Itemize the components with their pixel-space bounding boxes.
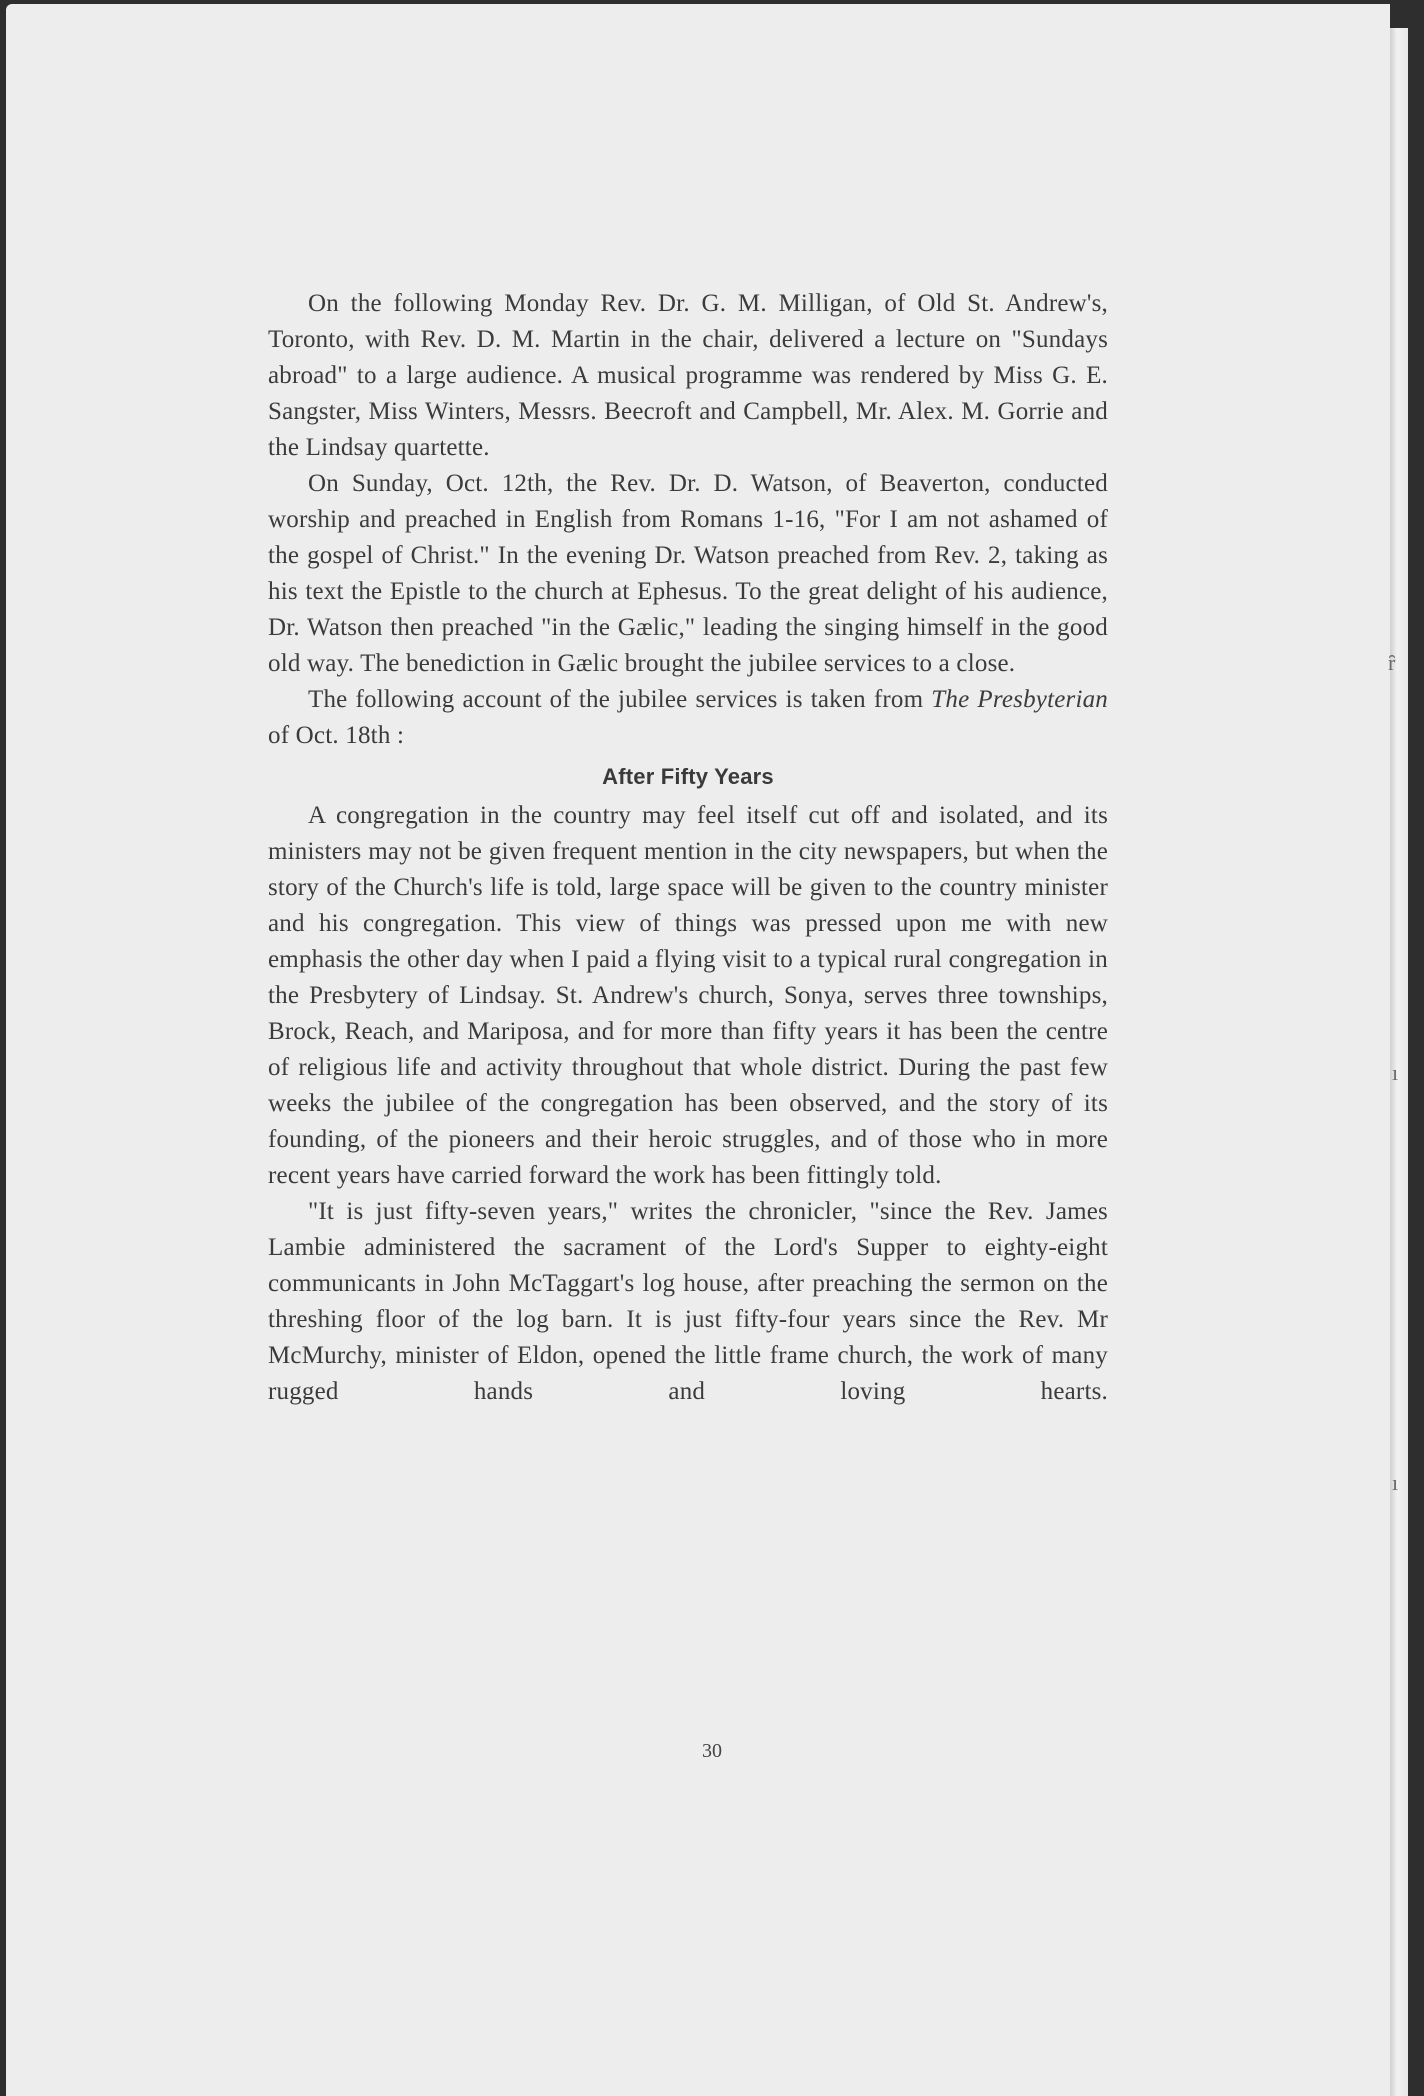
paragraph-account-source — [268, 682, 1108, 754]
body-text — [268, 286, 1108, 1410]
margin-mark: ı — [1392, 1060, 1399, 1085]
paragraph-monday-lecture: On the following Monday Rev. Dr. G. M. Milligan, of Old St. Andrew's, Toronto, with Rev. D. M. Martin in the chair, delivered a lecture on "Sundays abroad" to a large audience. A musical programme was rendered by Miss G. E. Sangster, Miss Winters, Messrs. Beecroft and Campbell, Mr. Alex. M. Gorrie and the Lindsay quartette. — [268, 290, 1108, 461]
account-source-text: The following account of the jubilee services is taken from — [308, 686, 924, 713]
paragraph-sunday-service: On Sunday, Oct. 12th, the Rev. Dr. D. Watson, of Beaverton, conducted worship and preached in English from Romans 1-16, "For I am not ashamed of the gospel of Christ." In the evening Dr. Watson preached from Rev. 2, taking as his text the Epistle to the church at Ephesus. To the great delight of his audience, Dr. Watson then preached "in the Gælic," leading the singing himself in the good old way. The benediction in Gælic brought the jubilee services to a close. — [268, 470, 1108, 677]
margin-mark: ȓ — [1388, 650, 1396, 675]
page-number: 30 — [702, 1740, 722, 1762]
paragraph-chronicler-quote: "It is just fifty-seven years," writes the chronicler, "since the Rev. James Lambie administered the sacrament of the Lord's Supper to eighty-eight communicants in John McTaggart's log house, after preaching the sermon on the threshing floor of the log barn. It is just fifty-four years since the Rev. Mr McMurchy, minister of Eldon, opened the little frame church, the work of many rugged hands and loving hearts. — [268, 1198, 1108, 1405]
paragraph-country-congregation: A congregation in the country may feel itself cut off and isolated, and its ministers may not be given frequent mention in the city newspapers, but when the story of the Church's life is told, large space will be given to the country minister and his congregation. This view of things was pressed upon me with new emphasis the other day when I paid a flying visit to a typical rural congregation in the Presbytery of Lindsay. St. Andrew's church, Sonya, serves three townships, Brock, Reach, and Mariposa, and for more than fifty years it has been the centre of religious life and activity throughout that whole district. During the past few weeks the jubilee of the congregation has been observed, and the story of its founding, of the pioneers and their heroic struggles, and of those who in more recent years have carried forward the work has been fittingly told. — [268, 802, 1108, 1189]
account-source-date: of Oct. 18th : — [268, 722, 405, 749]
publication-title: The Presbyterian — [931, 686, 1108, 713]
margin-mark: ı — [1392, 1470, 1399, 1495]
section-heading: After Fifty Years — [602, 764, 774, 789]
